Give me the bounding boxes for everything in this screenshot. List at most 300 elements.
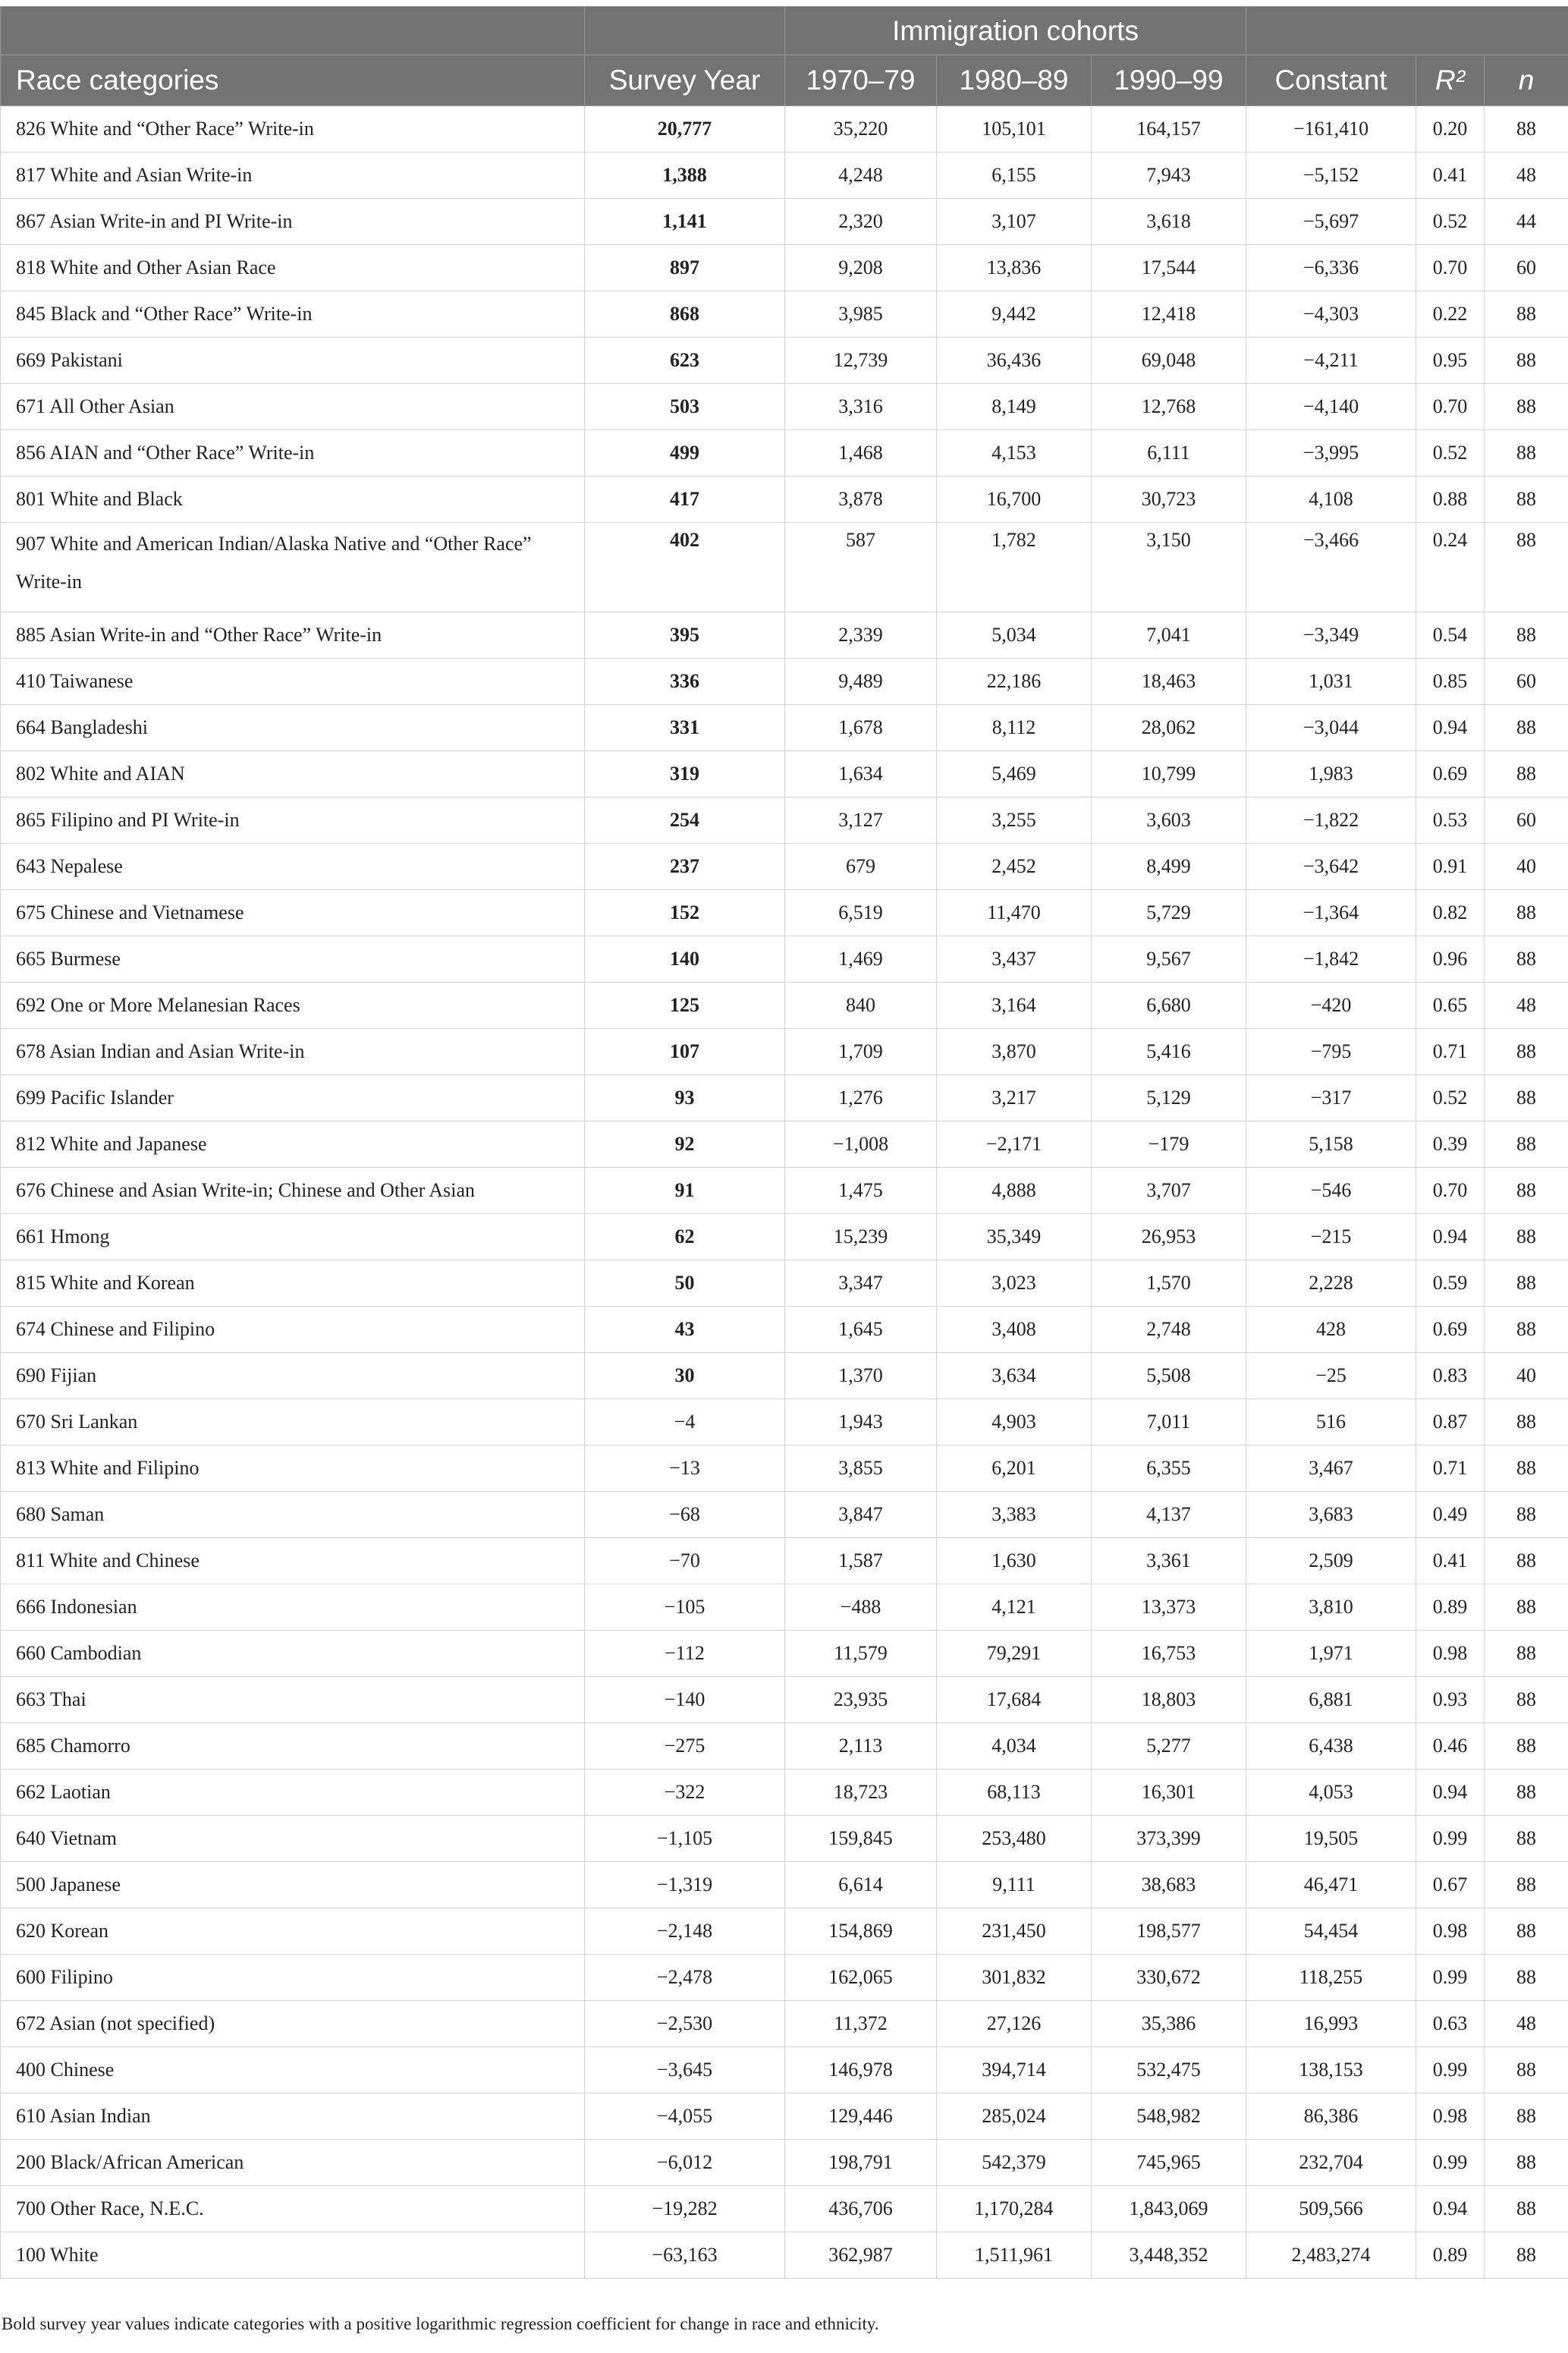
- cohort-1980-89-cell: −2,171: [937, 1121, 1092, 1168]
- cohort-1980-89-cell: 1,782: [937, 523, 1092, 612]
- cohort-1990-99-cell: 69,048: [1092, 338, 1246, 384]
- cohort-1980-89-cell: 5,034: [937, 612, 1092, 659]
- constant-cell: −3,642: [1246, 844, 1416, 890]
- cohort-1990-99-cell: 8,499: [1092, 844, 1246, 890]
- category-cell: 802 White and AIAN: [1, 751, 585, 797]
- cohort-1980-89-cell: 542,379: [937, 2140, 1092, 2186]
- category-cell: 680 Saman: [1, 1492, 585, 1538]
- n-cell: 88: [1485, 1075, 1568, 1121]
- n-cell: 88: [1485, 1769, 1568, 1816]
- survey-year-cell: 62: [585, 1214, 785, 1260]
- column-header-1980-89: 1980–89: [937, 55, 1092, 106]
- r-squared-cell: 0.91: [1416, 844, 1485, 890]
- cohort-1980-89-cell: 11,470: [937, 890, 1092, 936]
- r-squared-cell: 0.70: [1416, 245, 1485, 291]
- cohort-1980-89-cell: 3,107: [937, 199, 1092, 245]
- constant-cell: −215: [1246, 1214, 1416, 1260]
- category-cell: 674 Chinese and Filipino: [1, 1307, 585, 1353]
- r-squared-cell: 0.52: [1416, 199, 1485, 245]
- cohort-1980-89-cell: 16,700: [937, 477, 1092, 523]
- header-spacer: [1246, 7, 1568, 55]
- cohort-1970-79-cell: −1,008: [785, 1121, 937, 1168]
- category-cell: 643 Nepalese: [1, 844, 585, 890]
- constant-cell: 46,471: [1246, 1862, 1416, 1908]
- cohort-1980-89-cell: 17,684: [937, 1677, 1092, 1723]
- category-cell: 663 Thai: [1, 1677, 585, 1723]
- category-cell: 817 White and Asian Write-in: [1, 153, 585, 199]
- table-row: [1, 751, 1568, 797]
- survey-year-cell: 107: [585, 1029, 785, 1075]
- table-row: [1, 1168, 1568, 1214]
- r-squared-cell: 0.41: [1416, 1538, 1485, 1584]
- cohort-1990-99-cell: 6,111: [1092, 430, 1246, 477]
- header-column-row: [1, 55, 1568, 106]
- table-row: [1, 1075, 1568, 1121]
- cohort-1980-89-cell: 1,170,284: [937, 2186, 1092, 2232]
- table-row: [1, 2232, 1568, 2279]
- immigration-cohorts-header: Immigration cohorts: [785, 7, 1246, 55]
- survey-year-cell: −105: [585, 1584, 785, 1631]
- regression-table: [0, 6, 1568, 2279]
- r-squared-cell: 0.54: [1416, 612, 1485, 659]
- survey-year-cell: 152: [585, 890, 785, 936]
- column-header-1970-79: 1970–79: [785, 55, 937, 106]
- r-squared-cell: 0.89: [1416, 2232, 1485, 2279]
- survey-year-cell: −275: [585, 1723, 785, 1769]
- constant-cell: 1,971: [1246, 1631, 1416, 1677]
- table-header: [1, 7, 1568, 106]
- table-row: [1, 2093, 1568, 2140]
- r-squared-cell: 0.96: [1416, 936, 1485, 983]
- table-row: [1, 1121, 1568, 1168]
- survey-year-cell: −2,530: [585, 2001, 785, 2047]
- column-header-race-categories: Race categories: [1, 55, 585, 106]
- n-cell: 88: [1485, 1214, 1568, 1260]
- cohort-1980-89-cell: 6,201: [937, 1445, 1092, 1492]
- constant-cell: 4,108: [1246, 477, 1416, 523]
- cohort-1990-99-cell: 18,463: [1092, 659, 1246, 705]
- r-squared-cell: 0.89: [1416, 1584, 1485, 1631]
- survey-year-cell: 92: [585, 1121, 785, 1168]
- survey-year-cell: −6,012: [585, 2140, 785, 2186]
- cohort-1990-99-cell: 30,723: [1092, 477, 1246, 523]
- table-row: [1, 245, 1568, 291]
- category-cell: 801 White and Black: [1, 477, 585, 523]
- r-squared-cell: 0.70: [1416, 384, 1485, 430]
- constant-cell: −3,466: [1246, 523, 1416, 612]
- constant-cell: 1,983: [1246, 751, 1416, 797]
- cohort-1970-79-cell: 3,316: [785, 384, 937, 430]
- cohort-1970-79-cell: 1,475: [785, 1168, 937, 1214]
- r-squared-cell: 0.63: [1416, 2001, 1485, 2047]
- constant-cell: −1,842: [1246, 936, 1416, 983]
- cohort-1980-89-cell: 5,469: [937, 751, 1092, 797]
- r-squared-cell: 0.94: [1416, 1214, 1485, 1260]
- cohort-1980-89-cell: 3,634: [937, 1353, 1092, 1399]
- cohort-1990-99-cell: 3,361: [1092, 1538, 1246, 1584]
- table-row: [1, 1029, 1568, 1075]
- cohort-1970-79-cell: 436,706: [785, 2186, 937, 2232]
- survey-year-cell: 20,777: [585, 106, 785, 153]
- table-row: [1, 199, 1568, 245]
- r-squared-cell: 0.85: [1416, 659, 1485, 705]
- category-cell: 856 AIAN and “Other Race” Write-in: [1, 430, 585, 477]
- table-row: [1, 291, 1568, 338]
- category-cell: 690 Fijian: [1, 1353, 585, 1399]
- cohort-1980-89-cell: 3,023: [937, 1260, 1092, 1307]
- cohort-1990-99-cell: 38,683: [1092, 1862, 1246, 1908]
- survey-year-cell: 93: [585, 1075, 785, 1121]
- category-cell: 200 Black/African American: [1, 2140, 585, 2186]
- table-row: [1, 1584, 1568, 1631]
- category-cell: 669 Pakistani: [1, 338, 585, 384]
- cohort-1970-79-cell: 1,587: [785, 1538, 937, 1584]
- constant-cell: −6,336: [1246, 245, 1416, 291]
- table-row: [1, 936, 1568, 983]
- cohort-1990-99-cell: 198,577: [1092, 1908, 1246, 1955]
- cohort-1970-79-cell: 159,845: [785, 1816, 937, 1862]
- table-row: [1, 2047, 1568, 2093]
- cohort-1980-89-cell: 68,113: [937, 1769, 1092, 1816]
- r-squared-cell: 0.41: [1416, 153, 1485, 199]
- table-row: [1, 384, 1568, 430]
- survey-year-cell: −140: [585, 1677, 785, 1723]
- cohort-1980-89-cell: 285,024: [937, 2093, 1092, 2140]
- cohort-1970-79-cell: 3,127: [785, 797, 937, 844]
- survey-year-cell: −2,478: [585, 1955, 785, 2001]
- table-row: [1, 1445, 1568, 1492]
- column-header-r-squared: R²: [1416, 55, 1485, 106]
- column-header-constant: Constant: [1246, 55, 1416, 106]
- survey-year-cell: 503: [585, 384, 785, 430]
- category-cell: 676 Chinese and Asian Write-in; Chinese and Other Asian: [1, 1168, 585, 1214]
- r-squared-cell: 0.46: [1416, 1723, 1485, 1769]
- constant-cell: −161,410: [1246, 106, 1416, 153]
- cohort-1970-79-cell: 1,634: [785, 751, 937, 797]
- cohort-1980-89-cell: 27,126: [937, 2001, 1092, 2047]
- survey-year-cell: 1,141: [585, 199, 785, 245]
- r-squared-cell: 0.71: [1416, 1445, 1485, 1492]
- constant-cell: 509,566: [1246, 2186, 1416, 2232]
- survey-year-cell: −63,163: [585, 2232, 785, 2279]
- constant-cell: 2,483,274: [1246, 2232, 1416, 2279]
- survey-year-cell: −2,148: [585, 1908, 785, 1955]
- cohort-1990-99-cell: 3,603: [1092, 797, 1246, 844]
- constant-cell: 86,386: [1246, 2093, 1416, 2140]
- cohort-1980-89-cell: 3,870: [937, 1029, 1092, 1075]
- r-squared-cell: 0.70: [1416, 1168, 1485, 1214]
- cohort-1970-79-cell: 362,987: [785, 2232, 937, 2279]
- constant-cell: 2,228: [1246, 1260, 1416, 1307]
- survey-year-cell: 897: [585, 245, 785, 291]
- survey-year-cell: −3,645: [585, 2047, 785, 2093]
- n-cell: 60: [1485, 245, 1568, 291]
- table-row: [1, 523, 1568, 612]
- n-cell: 40: [1485, 844, 1568, 890]
- category-cell: 666 Indonesian: [1, 1584, 585, 1631]
- table-row: [1, 983, 1568, 1029]
- r-squared-cell: 0.67: [1416, 1862, 1485, 1908]
- cohort-1970-79-cell: 11,579: [785, 1631, 937, 1677]
- category-cell: 700 Other Race, N.E.C.: [1, 2186, 585, 2232]
- cohort-1980-89-cell: 36,436: [937, 338, 1092, 384]
- cohort-1980-89-cell: 105,101: [937, 106, 1092, 153]
- cohort-1970-79-cell: 1,709: [785, 1029, 937, 1075]
- table-row: [1, 2140, 1568, 2186]
- cohort-1990-99-cell: 35,386: [1092, 2001, 1246, 2047]
- cohort-1980-89-cell: 394,714: [937, 2047, 1092, 2093]
- r-squared-cell: 0.98: [1416, 1908, 1485, 1955]
- n-cell: 88: [1485, 1445, 1568, 1492]
- n-cell: 60: [1485, 659, 1568, 705]
- table-row: [1, 1353, 1568, 1399]
- r-squared-cell: 0.93: [1416, 1677, 1485, 1723]
- survey-year-cell: −4,055: [585, 2093, 785, 2140]
- constant-cell: −3,995: [1246, 430, 1416, 477]
- column-header-n: n: [1485, 55, 1568, 106]
- cohort-1980-89-cell: 6,155: [937, 153, 1092, 199]
- n-cell: 88: [1485, 1168, 1568, 1214]
- r-squared-cell: 0.52: [1416, 1075, 1485, 1121]
- constant-cell: 6,438: [1246, 1723, 1416, 1769]
- cohort-1970-79-cell: 3,855: [785, 1445, 937, 1492]
- cohort-1980-89-cell: 3,383: [937, 1492, 1092, 1538]
- n-cell: 88: [1485, 106, 1568, 153]
- cohort-1980-89-cell: 4,121: [937, 1584, 1092, 1631]
- table-row: [1, 153, 1568, 199]
- survey-year-cell: 91: [585, 1168, 785, 1214]
- survey-year-cell: 237: [585, 844, 785, 890]
- cohort-1970-79-cell: 129,446: [785, 2093, 937, 2140]
- table-row: [1, 1307, 1568, 1353]
- n-cell: 88: [1485, 705, 1568, 751]
- survey-year-cell: −70: [585, 1538, 785, 1584]
- n-cell: 88: [1485, 1955, 1568, 2001]
- cohort-1970-79-cell: 1,370: [785, 1353, 937, 1399]
- survey-year-cell: 499: [585, 430, 785, 477]
- constant-cell: −317: [1246, 1075, 1416, 1121]
- cohort-1990-99-cell: 6,355: [1092, 1445, 1246, 1492]
- category-cell: 665 Burmese: [1, 936, 585, 983]
- r-squared-cell: 0.65: [1416, 983, 1485, 1029]
- category-cell: 818 White and Other Asian Race: [1, 245, 585, 291]
- cohort-1980-89-cell: 4,153: [937, 430, 1092, 477]
- category-cell: 660 Cambodian: [1, 1631, 585, 1677]
- cohort-1970-79-cell: 3,985: [785, 291, 937, 338]
- category-cell: 826 White and “Other Race” Write-in: [1, 106, 585, 153]
- n-cell: 88: [1485, 1307, 1568, 1353]
- category-cell: 100 White: [1, 2232, 585, 2279]
- table-row: [1, 844, 1568, 890]
- survey-year-cell: −322: [585, 1769, 785, 1816]
- n-cell: 88: [1485, 523, 1568, 612]
- cohort-1980-89-cell: 1,630: [937, 1538, 1092, 1584]
- table-row: [1, 890, 1568, 936]
- n-cell: 88: [1485, 2186, 1568, 2232]
- constant-cell: 232,704: [1246, 2140, 1416, 2186]
- cohort-1970-79-cell: 840: [785, 983, 937, 1029]
- constant-cell: −1,364: [1246, 890, 1416, 936]
- table-row: [1, 1399, 1568, 1445]
- cohort-1990-99-cell: 1,570: [1092, 1260, 1246, 1307]
- table-row: [1, 106, 1568, 153]
- constant-cell: 1,031: [1246, 659, 1416, 705]
- constant-cell: 54,454: [1246, 1908, 1416, 1955]
- r-squared-cell: 0.99: [1416, 2047, 1485, 2093]
- constant-cell: −3,349: [1246, 612, 1416, 659]
- cohort-1990-99-cell: 164,157: [1092, 106, 1246, 153]
- r-squared-cell: 0.49: [1416, 1492, 1485, 1538]
- cohort-1990-99-cell: 12,768: [1092, 384, 1246, 430]
- constant-cell: 118,255: [1246, 1955, 1416, 2001]
- survey-year-cell: −1,319: [585, 1862, 785, 1908]
- n-cell: 60: [1485, 797, 1568, 844]
- cohort-1970-79-cell: 3,347: [785, 1260, 937, 1307]
- constant-cell: −420: [1246, 983, 1416, 1029]
- n-cell: 88: [1485, 751, 1568, 797]
- constant-cell: −1,822: [1246, 797, 1416, 844]
- table-row: [1, 1862, 1568, 1908]
- survey-year-cell: −13: [585, 1445, 785, 1492]
- n-cell: 88: [1485, 2140, 1568, 2186]
- n-cell: 88: [1485, 1492, 1568, 1538]
- cohort-1970-79-cell: 1,645: [785, 1307, 937, 1353]
- cohort-1990-99-cell: 16,301: [1092, 1769, 1246, 1816]
- cohort-1970-79-cell: 12,739: [785, 338, 937, 384]
- n-cell: 88: [1485, 430, 1568, 477]
- table-container: [0, 6, 1568, 2279]
- category-cell: 664 Bangladeshi: [1, 705, 585, 751]
- table-row: [1, 1631, 1568, 1677]
- cohort-1990-99-cell: 13,373: [1092, 1584, 1246, 1631]
- n-cell: 88: [1485, 477, 1568, 523]
- survey-year-cell: −1,105: [585, 1816, 785, 1862]
- cohort-1990-99-cell: 3,150: [1092, 523, 1246, 612]
- category-cell: 500 Japanese: [1, 1862, 585, 1908]
- cohort-1990-99-cell: 2,748: [1092, 1307, 1246, 1353]
- cohort-1970-79-cell: 6,614: [785, 1862, 937, 1908]
- cohort-1990-99-cell: 3,707: [1092, 1168, 1246, 1214]
- header-spacer: [585, 7, 785, 55]
- n-cell: 88: [1485, 1908, 1568, 1955]
- category-cell: 670 Sri Lankan: [1, 1399, 585, 1445]
- n-cell: 88: [1485, 936, 1568, 983]
- survey-year-cell: 402: [585, 523, 785, 612]
- cohort-1990-99-cell: 7,011: [1092, 1399, 1246, 1445]
- constant-cell: −4,303: [1246, 291, 1416, 338]
- cohort-1980-89-cell: 253,480: [937, 1816, 1092, 1862]
- n-cell: 88: [1485, 1816, 1568, 1862]
- cohort-1990-99-cell: 373,399: [1092, 1816, 1246, 1862]
- constant-cell: −795: [1246, 1029, 1416, 1075]
- constant-cell: 3,810: [1246, 1584, 1416, 1631]
- table-row: [1, 477, 1568, 523]
- constant-cell: 4,053: [1246, 1769, 1416, 1816]
- category-cell: 410 Taiwanese: [1, 659, 585, 705]
- r-squared-cell: 0.95: [1416, 338, 1485, 384]
- table-body: [1, 106, 1568, 2279]
- cohort-1970-79-cell: 2,339: [785, 612, 937, 659]
- n-cell: 48: [1485, 153, 1568, 199]
- cohort-1980-89-cell: 4,034: [937, 1723, 1092, 1769]
- constant-cell: 516: [1246, 1399, 1416, 1445]
- cohort-1980-89-cell: 231,450: [937, 1908, 1092, 1955]
- cohort-1990-99-cell: 4,137: [1092, 1492, 1246, 1538]
- cohort-1970-79-cell: 1,678: [785, 705, 937, 751]
- n-cell: 48: [1485, 2001, 1568, 2047]
- n-cell: 88: [1485, 1631, 1568, 1677]
- n-cell: 40: [1485, 1353, 1568, 1399]
- r-squared-cell: 0.22: [1416, 291, 1485, 338]
- table-row: [1, 797, 1568, 844]
- cohort-1990-99-cell: 5,729: [1092, 890, 1246, 936]
- r-squared-cell: 0.82: [1416, 890, 1485, 936]
- cohort-1970-79-cell: 3,878: [785, 477, 937, 523]
- table-row: [1, 1816, 1568, 1862]
- column-header-1990-99: 1990–99: [1092, 55, 1246, 106]
- cohort-1970-79-cell: 198,791: [785, 2140, 937, 2186]
- cohort-1990-99-cell: 10,799: [1092, 751, 1246, 797]
- category-cell: 640 Vietnam: [1, 1816, 585, 1862]
- table-row: [1, 1723, 1568, 1769]
- cohort-1970-79-cell: −488: [785, 1584, 937, 1631]
- n-cell: 88: [1485, 338, 1568, 384]
- cohort-1990-99-cell: 5,508: [1092, 1353, 1246, 1399]
- cohort-1990-99-cell: 3,618: [1092, 199, 1246, 245]
- cohort-1980-89-cell: 3,437: [937, 936, 1092, 983]
- r-squared-cell: 0.71: [1416, 1029, 1485, 1075]
- category-cell: 845 Black and “Other Race” Write-in: [1, 291, 585, 338]
- cohort-1970-79-cell: 2,320: [785, 199, 937, 245]
- n-cell: 88: [1485, 1538, 1568, 1584]
- survey-year-cell: 1,388: [585, 153, 785, 199]
- r-squared-cell: 0.94: [1416, 705, 1485, 751]
- category-cell: 699 Pacific Islander: [1, 1075, 585, 1121]
- survey-year-cell: 331: [585, 705, 785, 751]
- survey-year-cell: 623: [585, 338, 785, 384]
- cohort-1990-99-cell: −179: [1092, 1121, 1246, 1168]
- r-squared-cell: 0.98: [1416, 1631, 1485, 1677]
- header-spacer: [1, 7, 585, 55]
- n-cell: 88: [1485, 890, 1568, 936]
- r-squared-cell: 0.99: [1416, 2140, 1485, 2186]
- n-cell: 88: [1485, 291, 1568, 338]
- cohort-1990-99-cell: 6,680: [1092, 983, 1246, 1029]
- n-cell: 88: [1485, 1029, 1568, 1075]
- table-row: [1, 1908, 1568, 1955]
- cohort-1990-99-cell: 9,567: [1092, 936, 1246, 983]
- cohort-1990-99-cell: 12,418: [1092, 291, 1246, 338]
- cohort-1990-99-cell: 745,965: [1092, 2140, 1246, 2186]
- r-squared-cell: 0.52: [1416, 430, 1485, 477]
- cohort-1980-89-cell: 3,164: [937, 983, 1092, 1029]
- r-squared-cell: 0.20: [1416, 106, 1485, 153]
- category-cell: 813 White and Filipino: [1, 1445, 585, 1492]
- category-cell: 812 White and Japanese: [1, 1121, 585, 1168]
- cohort-1980-89-cell: 3,255: [937, 797, 1092, 844]
- table-row: [1, 1677, 1568, 1723]
- category-cell: 678 Asian Indian and Asian Write-in: [1, 1029, 585, 1075]
- constant-cell: 3,683: [1246, 1492, 1416, 1538]
- category-cell: 610 Asian Indian: [1, 2093, 585, 2140]
- cohort-1970-79-cell: 154,869: [785, 1908, 937, 1955]
- cohort-1990-99-cell: 5,129: [1092, 1075, 1246, 1121]
- category-cell: 400 Chinese: [1, 2047, 585, 2093]
- survey-year-cell: 395: [585, 612, 785, 659]
- table-row: [1, 705, 1568, 751]
- survey-year-cell: 125: [585, 983, 785, 1029]
- survey-year-cell: −4: [585, 1399, 785, 1445]
